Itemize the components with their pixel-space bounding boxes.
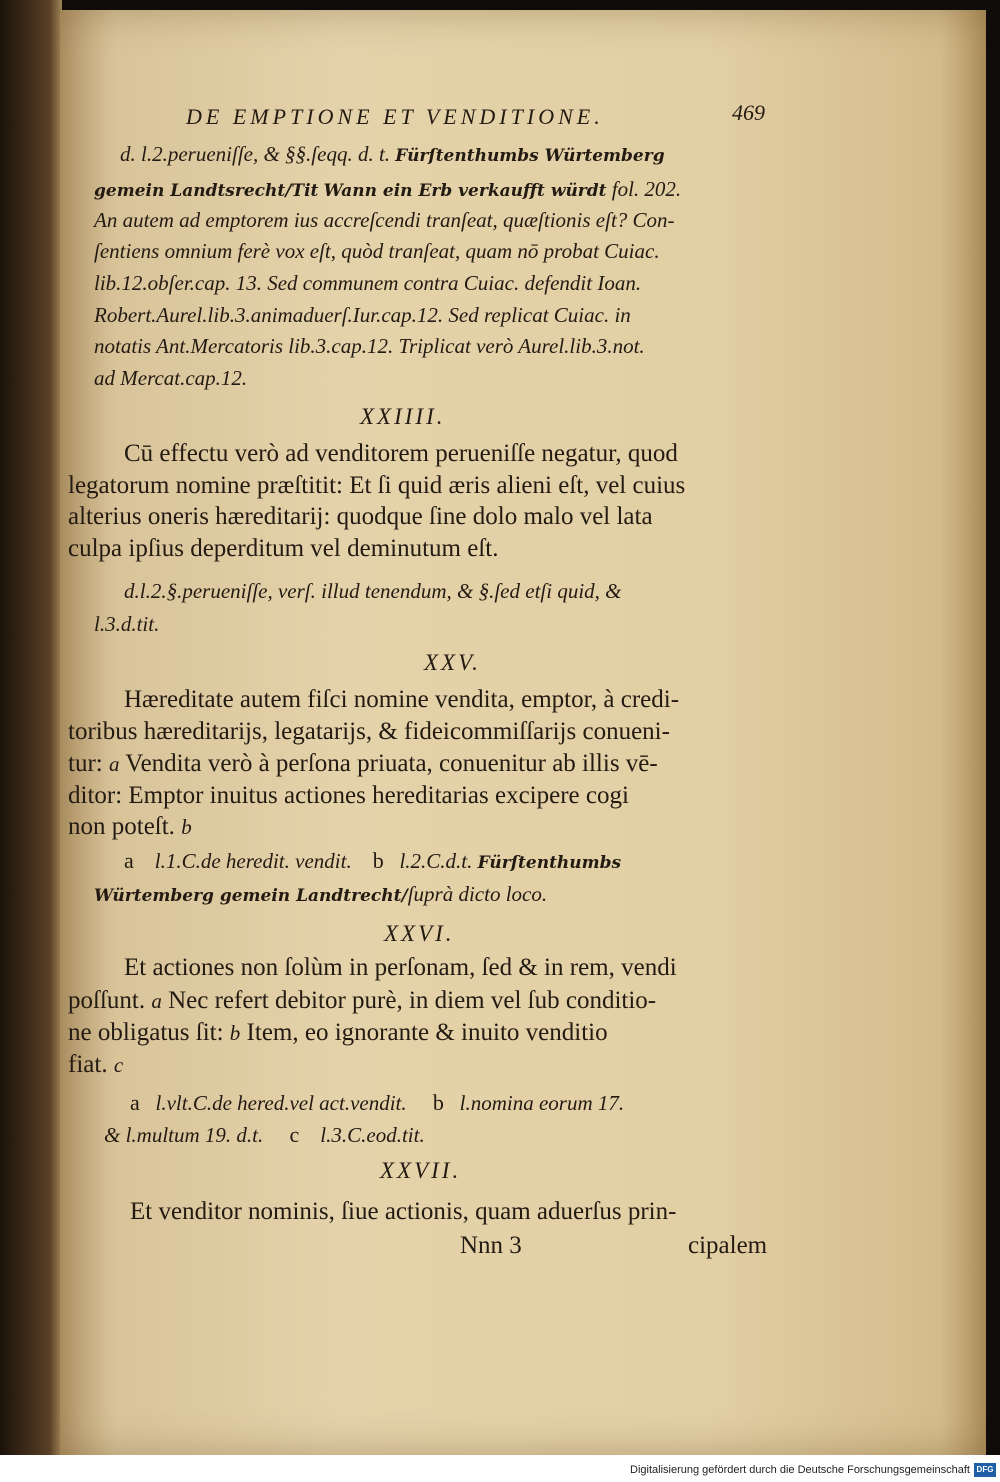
note-line: a l.vlt.C.de hered.vel act.vendit. b l.nomina eorum 17. <box>130 1090 625 1115</box>
body-line: culpa ipſius deperditum vel deminutum eſt. <box>68 535 499 562</box>
body-line: ne obligatus ſit: b Item, eo ignorante & inuito venditio <box>68 1019 608 1046</box>
note-line: d. l.2.perueniſſe, & §§.ſeqq. d. t. Fürſtenthumbs Würtemberg <box>120 142 665 166</box>
body-line: Et actiones non ſolùm in perſonam, ſed & in rem, vendi <box>124 954 677 981</box>
note-line: d.l.2.§.perueniſſe, verſ. illud tenendum, & §.ſed etſi quid, & <box>124 579 622 603</box>
note-line: lib.12.obſer.cap. 13. Sed communem contra Cuiac. defendit Ioan. <box>94 271 642 295</box>
digitization-credit: Digitalisierung gefördert durch die Deutsche Forschungsgemeinschaft <box>630 1464 970 1476</box>
body-line: tur: a Vendita verò à perſona priuata, conuenitur ab illis vē- <box>68 750 658 777</box>
note-line: l.3.d.tit. <box>94 612 160 636</box>
section-heading: XXVII. <box>380 1158 462 1183</box>
section-heading: XXVI. <box>384 921 455 946</box>
dfg-logo: DFG <box>974 1463 996 1477</box>
note-line: Würtemberg gemein Landtrecht/ſuprà dicto loco. <box>94 882 548 906</box>
section-heading: XXV. <box>424 650 481 675</box>
page-number: 469 <box>732 100 765 125</box>
body-line: alterius oneris hæreditarij: quodque ſine dolo malo vel lata <box>68 503 653 530</box>
body-line: toribus hæreditarijs, legatarijs, & fideicommiſſarijs conueni- <box>68 718 670 745</box>
note-line: An autem ad emptorem ius accreſcendi tranſeat, quæſtionis eſt? Con- <box>94 208 675 232</box>
body-line: ditor: Emptor inuitus actiones hereditarias excipere cogi <box>68 782 629 809</box>
running-title: DE EMPTIONE ET VENDITIONE. <box>186 104 604 129</box>
note-line: gemein Landtsrecht/Tit Wann ein Erb verkaufft würdt fol. 202. <box>94 177 682 201</box>
body-line: Cū effectu verò ad venditorem perueniſſe negatur, quod <box>124 440 678 467</box>
catchword: cipalem <box>688 1232 768 1259</box>
note-line: ſentiens omnium ferè vox eſt, quòd tranſeat, quam nō probat Cuiac. <box>94 239 660 263</box>
body-line: poſſunt. a Nec refert debitor purè, in diem vel ſub conditio- <box>68 987 657 1014</box>
body-line: fiat. c <box>68 1051 124 1078</box>
note-line: Robert.Aurel.lib.3.animaduerſ.Iur.cap.12. Sed replicat Cuiac. in <box>94 303 631 327</box>
body-line: Hæreditate autem fiſci nomine vendita, emptor, à credi- <box>124 686 680 713</box>
body-line: Et venditor nominis, ſiue actionis, quam aduerſus prin- <box>130 1198 677 1225</box>
body-line: legatorum nomine præſtitit: Et ſi quid æris alieni eſt, vel cuius <box>68 472 686 499</box>
signature-mark: Nnn 3 <box>460 1232 522 1259</box>
book-spine <box>0 0 62 1455</box>
note-line: a l.1.C.de heredit. vendit. b l.2.C.d.t. Fürſtenthumbs <box>124 848 622 873</box>
note-line: notatis Ant.Mercatoris lib.3.cap.12. Triplicat verò Aurel.lib.3.not. <box>94 334 645 358</box>
note-line: & l.multum 19. d.t. c l.3.C.eod.tit. <box>104 1122 425 1147</box>
section-heading: XXIIII. <box>360 404 446 429</box>
note-line: ad Mercat.cap.12. <box>94 366 248 390</box>
body-line: non poteſt. b <box>68 813 192 840</box>
